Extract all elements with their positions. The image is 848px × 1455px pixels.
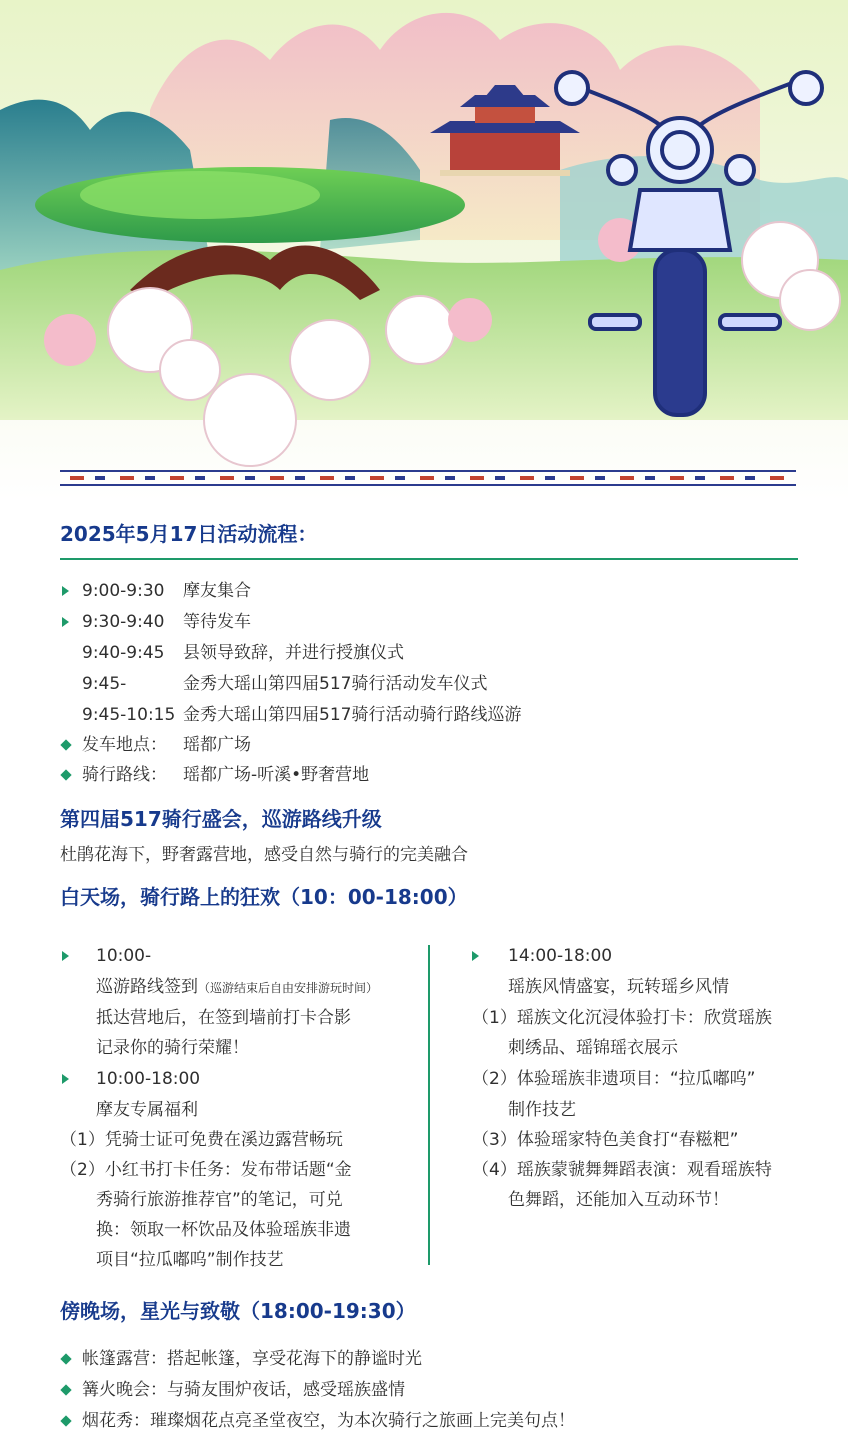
schedule-time-1: 9:00-9:30 bbox=[82, 581, 165, 601]
schedule-desc-3: 县领导致辞，并进行授旗仪式 bbox=[183, 643, 404, 663]
upgrade-subtitle: 杜鹃花海下，野奢露营地，感受自然与骑行的完美融合 bbox=[60, 845, 468, 865]
right-item2-line1: （2）体验瑶族非遗项目：“拉瓜嘟呜” bbox=[472, 1069, 756, 1089]
left-item2-line1: （2）小红书打卡任务：发布带话题“金 bbox=[60, 1160, 352, 1180]
triangle-bullet-icon bbox=[62, 586, 69, 596]
schedule-time-3: 9:40-9:45 bbox=[82, 643, 165, 663]
triangle-bullet-icon bbox=[472, 951, 479, 961]
triangle-bullet-icon bbox=[62, 1074, 69, 1084]
left-item2-line2: 秀骑行旅游推荐官”的笔记，可兑 bbox=[96, 1190, 343, 1210]
right-title: 瑶族风情盛宴，玩转瑶乡风情 bbox=[508, 977, 729, 997]
schedule-divider bbox=[60, 558, 798, 560]
schedule-desc-5: 金秀大瑶山第四届517骑行活动骑行路线巡游 bbox=[183, 705, 522, 725]
left-block1-note: （巡游结束后自由安排游玩时间） bbox=[198, 981, 379, 995]
diamond-bullet-icon bbox=[60, 1415, 71, 1426]
route-value: 瑶都广场-听溪•野奢营地 bbox=[183, 765, 370, 785]
evening-title: 傍晚场，星光与致敬（18:00-19:30） bbox=[60, 1299, 416, 1323]
right-item2-line2: 制作技艺 bbox=[508, 1100, 576, 1120]
schedule-title: 2025年5月17日活动流程： bbox=[60, 522, 318, 546]
schedule-desc-2: 等待发车 bbox=[183, 612, 251, 632]
right-item3: （3）体验瑶家特色美食打“春糍粑” bbox=[472, 1130, 739, 1150]
right-time: 14:00-18:00 bbox=[508, 946, 613, 966]
route-label: 骑行路线： bbox=[82, 765, 167, 785]
evening-item-1: 帐篷露营：搭起帐篷，享受花海下的静谧时光 bbox=[82, 1349, 422, 1369]
right-item4-line2: 色舞蹈，还能加入互动环节！ bbox=[508, 1190, 729, 1210]
start-location-label: 发车地点： bbox=[82, 735, 167, 755]
diamond-bullet-icon bbox=[60, 1353, 71, 1364]
left-block1-line2: 记录你的骑行荣耀！ bbox=[96, 1038, 249, 1058]
left-block2-time: 10:00-18:00 bbox=[96, 1069, 201, 1089]
left-block1-time: 10:00- bbox=[96, 946, 152, 966]
left-block1-line1: 抵达营地后，在签到墙前打卡合影 bbox=[96, 1008, 351, 1028]
diamond-bullet-icon bbox=[60, 769, 71, 780]
triangle-bullet-icon bbox=[62, 617, 69, 627]
schedule-time-4: 9:45- bbox=[82, 674, 127, 694]
triangle-bullet-icon bbox=[62, 951, 69, 961]
daytime-title: 白天场，骑行路上的狂欢（10：00-18:00） bbox=[60, 885, 468, 909]
left-item1: （1）凭骑士证可免费在溪边露营畅玩 bbox=[60, 1130, 343, 1150]
upgrade-title: 第四届517骑行盛会，巡游路线升级 bbox=[60, 807, 382, 831]
schedule-desc-4: 金秀大瑶山第四届517骑行活动发车仪式 bbox=[183, 674, 488, 694]
right-item4-line1: （4）瑶族蒙虢舞舞蹈表演：观看瑶族特 bbox=[472, 1160, 772, 1180]
left-block1-title: 巡游路线签到（巡游结束后自由安排游玩时间） bbox=[96, 977, 379, 997]
left-item2-line4: 项目“拉瓜嘟呜”制作技艺 bbox=[96, 1250, 284, 1270]
evening-item-2: 篝火晚会：与骑友围炉夜话，感受瑶族盛情 bbox=[82, 1380, 405, 1400]
diamond-bullet-icon bbox=[60, 739, 71, 750]
diamond-bullet-icon bbox=[60, 1384, 71, 1395]
start-location-value: 瑶都广场 bbox=[183, 735, 251, 755]
right-item1-line2: 刺绣品、瑶锦瑶衣展示 bbox=[508, 1038, 678, 1058]
evening-item-3: 烟花秀：璀璨烟花点亮圣堂夜空，为本次骑行之旅画上完美句点！ bbox=[82, 1411, 575, 1431]
left-item2-line3: 换：领取一杯饮品及体验瑶族非遗 bbox=[96, 1220, 351, 1240]
schedule-time-2: 9:30-9:40 bbox=[82, 612, 165, 632]
right-item1-line1: （1）瑶族文化沉浸体验打卡：欣赏瑶族 bbox=[472, 1008, 772, 1028]
schedule-desc-1: 摩友集合 bbox=[183, 581, 251, 601]
schedule-time-5: 9:45-10:15 bbox=[82, 705, 176, 725]
column-divider bbox=[428, 945, 430, 1265]
left-block2-title: 摩友专属福利 bbox=[96, 1100, 198, 1120]
